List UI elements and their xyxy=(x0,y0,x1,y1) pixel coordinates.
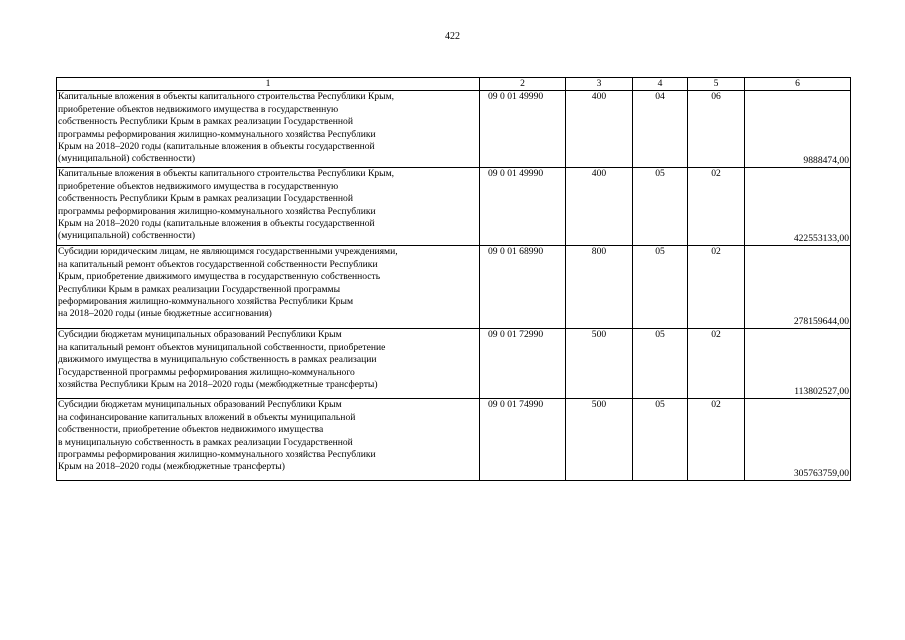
row-amount: 422553133,00 xyxy=(745,168,851,246)
header-cell-2: 2 xyxy=(480,78,566,91)
row-target-code: 09 0 01 68990 xyxy=(480,246,566,329)
row-target-code: 09 0 01 49990 xyxy=(480,91,566,168)
header-cell-4: 4 xyxy=(633,78,688,91)
row-section: 05 xyxy=(633,329,688,399)
header-cell-5: 5 xyxy=(688,78,745,91)
row-subsection: 02 xyxy=(688,399,745,481)
table-row xyxy=(57,91,851,168)
table-header-row xyxy=(57,78,851,91)
row-section: 05 xyxy=(633,168,688,246)
table-row xyxy=(57,399,851,481)
row-subsection: 06 xyxy=(688,91,745,168)
row-description: Капитальные вложения в объекты капитального строительства Республики Крым, приобретение объектов недвижимого имущества в государственную собственность Республики Крым в рамках реализации Государственной программы реформирования жилищно-коммунального хозяйства Республики Крым на 2018–2020 годы (капитальные вложения в объекты государственной (муниципальной) собственности) xyxy=(57,168,480,246)
row-amount: 278159644,00 xyxy=(745,246,851,329)
row-section: 05 xyxy=(633,246,688,329)
header-cell-3: 3 xyxy=(566,78,633,91)
row-target-code: 09 0 01 49990 xyxy=(480,168,566,246)
row-amount: 305763759,00 xyxy=(745,399,851,481)
row-target-code: 09 0 01 74990 xyxy=(480,399,566,481)
row-section: 04 xyxy=(633,91,688,168)
row-target-code: 09 0 01 72990 xyxy=(480,329,566,399)
row-description: Субсидии бюджетам муниципальных образований Республики Крым на софинансирование капитальных вложений в объекты муниципальной собственности, приобретение объектов недвижимого имущества в муниципальную собственность в рамках реализации Государственной программы реформирования жилищно-коммунального хозяйства Республики Крым на 2018–2020 годы (межбюджетные трансферты) xyxy=(57,399,480,481)
row-expense-type: 800 xyxy=(566,246,633,329)
row-amount: 9888474,00 xyxy=(745,91,851,168)
row-expense-type: 500 xyxy=(566,329,633,399)
row-subsection: 02 xyxy=(688,246,745,329)
row-expense-type: 400 xyxy=(566,168,633,246)
row-description: Субсидии юридическим лицам, не являющимся государственными учреждениями, на капитальный ремонт объектов государственной собственности Республики Крым, приобретение движимого имущества в государственную собственность Республики Крым в рамках реализации Государственной программы реформирования жилищно-коммунального хозяйства Республики Крым на 2018–2020 годы (иные бюджетные ассигнования) xyxy=(57,246,480,329)
row-subsection: 02 xyxy=(688,329,745,399)
row-description: Капитальные вложения в объекты капитального строительства Республики Крым, приобретение объектов недвижимого имущества в государственную собственность Республики Крым в рамках реализации Государственной программы реформирования жилищно-коммунального хозяйства Республики Крым на 2018–2020 годы (капитальные вложения в объекты государственной (муниципальной) собственности) xyxy=(57,91,480,168)
table-row xyxy=(57,246,851,329)
row-description: Субсидии бюджетам муниципальных образований Республики Крым на капитальный ремонт объектов муниципальной собственности, приобретение движимого имущества в муниципальную собственность в рамках реализации Государственной программы реформирования жилищно-коммунального хозяйства Республики Крым на 2018–2020 годы (межбюджетные трансферты) xyxy=(57,329,480,399)
table-row xyxy=(57,329,851,399)
row-expense-type: 500 xyxy=(566,399,633,481)
row-section: 05 xyxy=(633,399,688,481)
header-cell-6: 6 xyxy=(745,78,851,91)
row-subsection: 02 xyxy=(688,168,745,246)
row-expense-type: 400 xyxy=(566,91,633,168)
table-row xyxy=(57,168,851,246)
row-amount: 113802527,00 xyxy=(745,329,851,399)
page-number: 422 xyxy=(445,31,460,42)
budget-table xyxy=(56,77,851,481)
header-cell-1: 1 xyxy=(57,78,480,91)
